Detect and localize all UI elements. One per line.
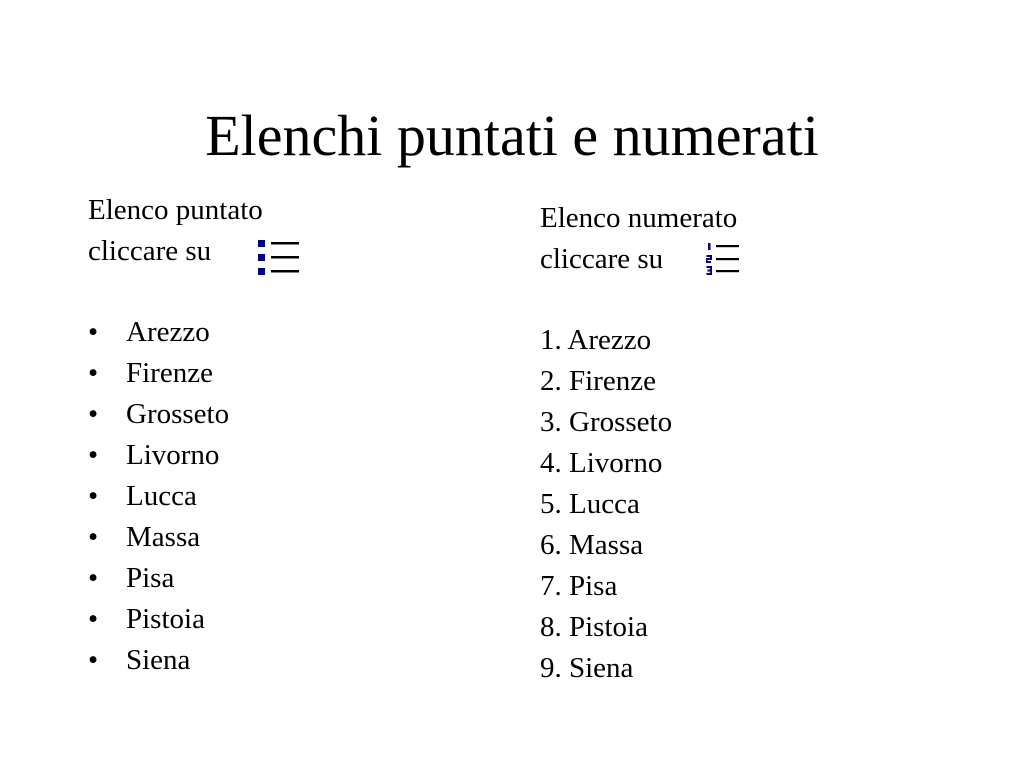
numbered-list-section bbox=[540, 198, 960, 689]
list-item: • Grosseto bbox=[88, 394, 508, 435]
list-item: 4. Livorno bbox=[540, 447, 663, 479]
numbered-heading: Elenco numerato bbox=[540, 202, 738, 234]
list-item: • Firenze bbox=[88, 353, 508, 394]
bullet-marker: • bbox=[88, 316, 99, 348]
bulleted-list bbox=[88, 312, 508, 681]
bullet-marker: • bbox=[88, 439, 99, 471]
list-item: • Arezzo bbox=[88, 312, 508, 353]
numbered-list-icon bbox=[706, 241, 742, 289]
bulleted-instruction-row bbox=[88, 231, 508, 272]
list-item: • Livorno bbox=[88, 435, 508, 476]
bulleted-heading: Elenco puntato bbox=[88, 194, 263, 226]
bullet-marker: • bbox=[88, 357, 99, 389]
bullet-marker: • bbox=[88, 603, 99, 635]
bullet-marker: • bbox=[88, 562, 99, 594]
bullet-marker: • bbox=[88, 398, 99, 430]
list-item: • Siena bbox=[88, 640, 508, 681]
numbered-list bbox=[540, 320, 960, 689]
bullet-marker: • bbox=[88, 480, 99, 512]
list-item: • Pistoia bbox=[88, 599, 508, 640]
list-item: 7. Pisa bbox=[540, 570, 618, 602]
bulleted-list-icon bbox=[258, 239, 302, 291]
list-item: 2. Firenze bbox=[540, 365, 656, 397]
bullet-marker: • bbox=[88, 644, 99, 676]
bulleted-list-section bbox=[88, 190, 508, 681]
list-item: 3. Grosseto bbox=[540, 406, 673, 438]
list-item: 5. Lucca bbox=[540, 488, 640, 520]
numbered-instruction-row bbox=[540, 239, 960, 280]
list-item: 8. Pistoia bbox=[540, 611, 648, 643]
numbered-instruction: cliccare su bbox=[540, 243, 664, 275]
list-item: • Massa bbox=[88, 517, 508, 558]
slide-title: Elenchi puntati e numerati bbox=[205, 103, 819, 168]
list-item: • Lucca bbox=[88, 476, 508, 517]
bullet-marker: • bbox=[88, 521, 99, 553]
list-item: 9. Siena bbox=[540, 652, 634, 684]
list-item: • Pisa bbox=[88, 558, 508, 599]
list-item: 1. Arezzo bbox=[540, 324, 652, 356]
list-item: 6. Massa bbox=[540, 529, 644, 561]
bulleted-instruction: cliccare su bbox=[88, 235, 212, 267]
